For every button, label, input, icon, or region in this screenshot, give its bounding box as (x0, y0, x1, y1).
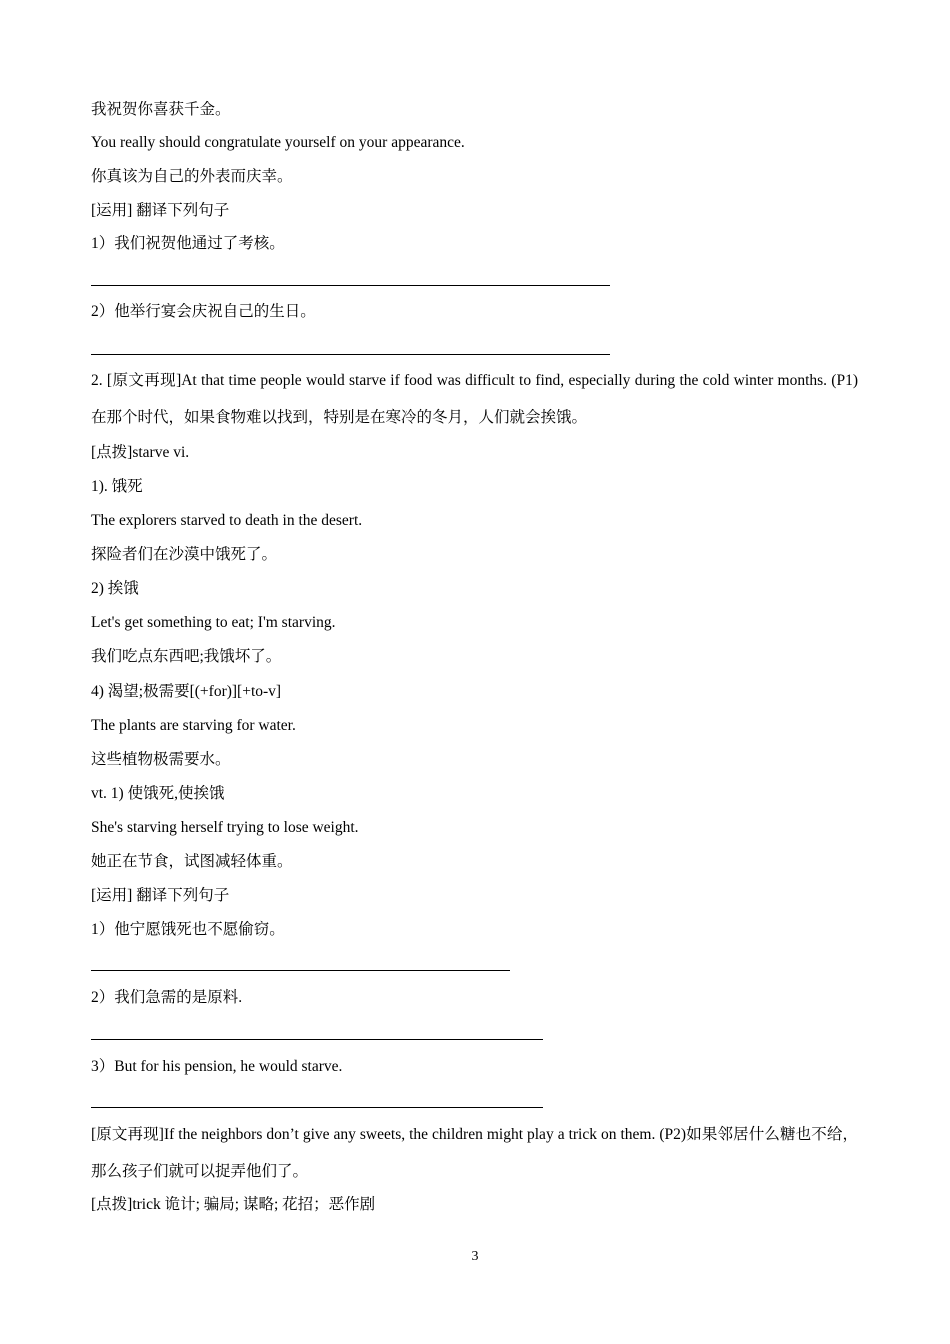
original-text-quote: 2. [原文再现]At that time people would starve if food was difficult to find, especially during the cold winter months. (P1) 在那个时代，如果食物难以找到，特别是在寒冷的冬月，人们就会挨饿。 (91, 372, 858, 426)
example-sentence-cn: 探险者们在沙漠中饿死了。 (91, 546, 278, 563)
original-text-quote: [原文再现]If the neighbors don’t give any sweets, the children might play a trick on them. (P2)如果邻居什么糖也不给，那么孩子们就可以捉弄他们了。 (91, 1126, 858, 1180)
example-sentence-cn: 她正在节食，试图减轻体重。 (91, 853, 293, 870)
example-sentence-en: She's starving herself trying to lose weight. (91, 819, 359, 836)
note-heading: [点拨]starve vi. (91, 444, 190, 461)
definition-item: 2) 挨饿 (91, 580, 139, 597)
definition-item: vt. 1) 使饿死,使挨饿 (91, 785, 225, 802)
definition-item: 1). 饿死 (91, 478, 143, 495)
exercise-heading: [运用] 翻译下列句子 (91, 887, 230, 904)
example-sentence-en: Let's get something to eat; I'm starving. (91, 614, 336, 631)
example-sentence-cn: 这些植物极需要水。 (91, 751, 231, 768)
answer-blank-line (91, 1039, 543, 1040)
exercise-heading: [运用] 翻译下列句子 (91, 202, 230, 219)
exercise-item: 1）他宁愿饿死也不愿偷窃。 (91, 921, 285, 938)
note-heading: [点拨]trick 诡计; 骗局; 谋略; 花招；恶作剧 (91, 1196, 376, 1213)
example-sentence-cn: 你真该为自己的外表而庆幸。 (91, 168, 293, 185)
answer-blank-line (91, 285, 610, 286)
exercise-item: 3）But for his pension, he would starve. (91, 1058, 343, 1075)
example-sentence-en: The plants are starving for water. (91, 717, 296, 734)
example-sentence-en: You really should congratulate yourself on your appearance. (91, 134, 465, 151)
definition-item: 4) 渴望;极需要[(+for)][+to-v] (91, 683, 282, 700)
example-sentence-cn: 我祝贺你喜获千金。 (91, 101, 231, 118)
answer-blank-line (91, 1107, 543, 1108)
answer-blank-line (91, 970, 510, 971)
example-sentence-en: The explorers starved to death in the desert. (91, 512, 363, 529)
answer-blank-line (91, 354, 610, 355)
exercise-item: 1）我们祝贺他通过了考核。 (91, 235, 285, 252)
exercise-item: 2）我们急需的是原料. (91, 989, 243, 1006)
page-number: 3 (471, 1249, 479, 1264)
exercise-item: 2）他举行宴会庆祝自己的生日。 (91, 303, 316, 320)
example-sentence-cn: 我们吃点东西吧;我饿坏了。 (91, 648, 282, 665)
